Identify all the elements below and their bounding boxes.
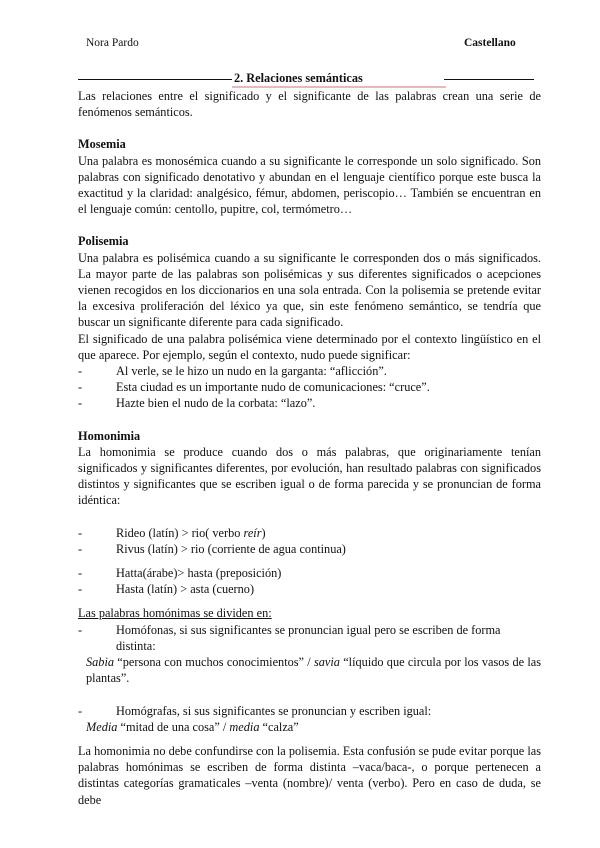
polisemia-heading: Polisemia bbox=[78, 234, 129, 249]
list-item bbox=[78, 565, 541, 581]
etymology-example: Hatta(árabe)> hasta (preposición) bbox=[116, 566, 282, 581]
list-item bbox=[78, 622, 541, 654]
header-author: Nora Pardo bbox=[86, 37, 139, 49]
list-item bbox=[78, 379, 541, 395]
homografas-definition: Homógrafas, si sus significantes se pronuncian y escriben igual: bbox=[116, 703, 432, 718]
bullet-dash: - bbox=[78, 396, 83, 411]
polisemia-example: Hazte bien el nudo de la corbata: “lazo”. bbox=[116, 396, 316, 411]
homofonas-example: Sabia “persona con muchos conocimientos” / savia “líquido que circula por los vasos de las plantas”. bbox=[86, 655, 542, 686]
etymology-example: Rivus (latín) > rio (corriente de agua continua) bbox=[116, 541, 346, 556]
bullet-dash: - bbox=[78, 541, 83, 556]
homonimia-paragraph: La homonimia se produce cuando dos o más palabras, que originariamente tenían significados y significantes diferentes, por evolución, han resultado palabras con significados distintos y significantes que se escriben igual o de forma parecida y se pronuncian de forma idéntica: bbox=[78, 444, 541, 508]
bullet-dash: - bbox=[78, 582, 83, 597]
etymology-example: Hasta (latín) > asta (cuerno) bbox=[116, 582, 255, 597]
bullet-dash: - bbox=[78, 380, 83, 395]
etymology-example: Rideo (latín) > rio( verbo reír) bbox=[116, 525, 266, 540]
bullet-dash: - bbox=[78, 622, 83, 637]
title-rule-right bbox=[444, 79, 534, 80]
title-rule-left bbox=[78, 79, 232, 80]
list-item bbox=[78, 363, 541, 379]
list-item bbox=[78, 541, 541, 557]
polisemia-example: Al verle, se le hizo un nudo en la garganta: “aflicción”. bbox=[116, 364, 387, 379]
intro-paragraph: Las relaciones entre el significado y el significante de las palabras crean una serie de fenómenos semánticos. bbox=[78, 89, 541, 120]
homografas-example: Media “mitad de una cosa” / media “calza” bbox=[86, 719, 299, 734]
bullet-dash: - bbox=[78, 703, 83, 718]
division-heading: Las palabras homónimas se dividen en: bbox=[78, 606, 272, 621]
list-item bbox=[78, 395, 541, 411]
polisemia-paragraph-1: Una palabra es polisémica cuando a su significante le corresponden dos o más significados. La mayor parte de las palabras son polisémicas y sus diferentes significados o acepciones vienen recogidos en los diccionarios en una sola entrada. Con la polisemia se pretende evitar la excesiva proliferación del léxico ya que, sin este fenómeno semántico, se tendría que buscar un significante diferente para cada significado. bbox=[78, 250, 541, 330]
polisemia-example: Esta ciudad es un importante nudo de comunicaciones: “cruce”. bbox=[116, 380, 430, 395]
bullet-dash: - bbox=[78, 566, 83, 581]
list-item bbox=[78, 525, 541, 541]
header-subject: Castellano bbox=[464, 37, 516, 49]
polisemia-paragraph-2: El significado de una palabra polisémica viene determinado por el contexto lingüístico en el que aparece. Por ejemplo, según el contexto, nudo puede significar: bbox=[78, 331, 541, 362]
monosemia-paragraph: Una palabra es monosémica cuando a su significante le corresponde un solo significado. Son palabras con significado denotativo y abundan en el lenguaje científico porque este busca la exactitud y la claridad: analgésico, fémur, abdomen, periscopio… También se encuentran en el lenguaje común: centollo, pupitre, col, termómetro… bbox=[78, 153, 541, 217]
section-title-line bbox=[78, 71, 534, 87]
homonimia-heading: Homonimia bbox=[78, 428, 141, 443]
list-item bbox=[78, 581, 541, 597]
section-title: 2. Relaciones semánticas bbox=[232, 71, 446, 88]
bullet-dash: - bbox=[78, 364, 83, 379]
closing-paragraph: La homonimia no debe confundirse con la polisemia. Esta confusión se pude evitar porque las palabras homónimas se escriben de forma distinta –vaca/baca-, o porque pertenecen a distintas categorías gramaticales –venta (nombre)/ venta (verbo). Pero en caso de duda, se debe bbox=[78, 743, 541, 807]
bullet-dash: - bbox=[78, 525, 83, 540]
document-body bbox=[78, 88, 541, 808]
list-item bbox=[78, 703, 541, 719]
monosemia-heading: Mosemia bbox=[78, 137, 126, 152]
homofonas-definition: Homófonas, si sus significantes se pronuncian igual pero se escriben de forma distinta: bbox=[116, 622, 501, 653]
